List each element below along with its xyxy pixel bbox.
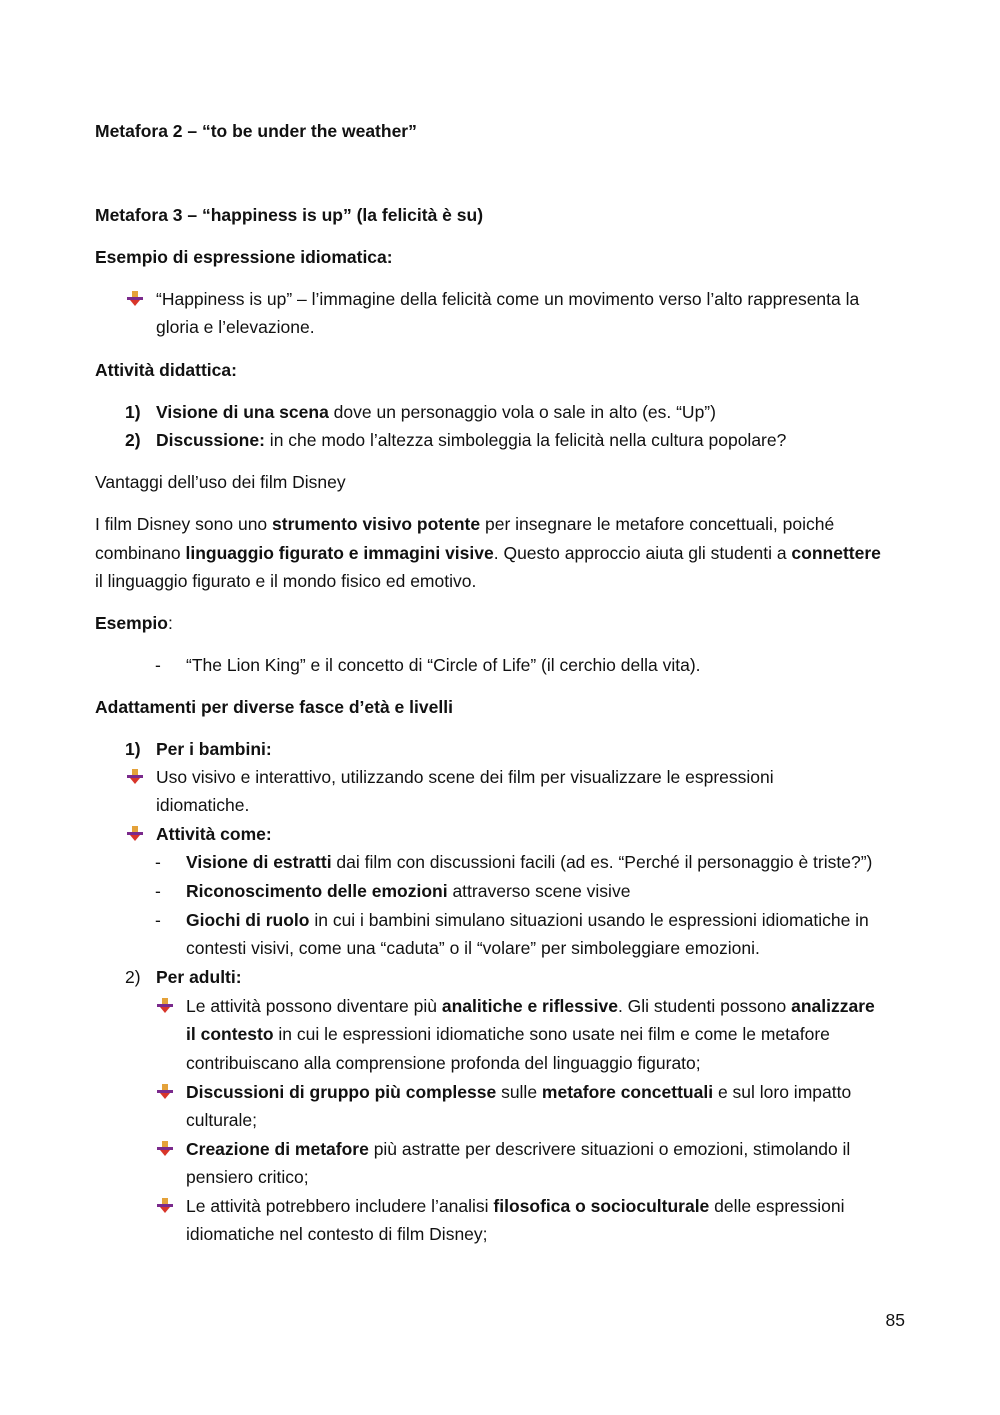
esempio-colon: : — [167, 613, 173, 633]
attivita-1-number: 1) — [125, 402, 141, 422]
p2-text-a: combinano — [95, 543, 186, 563]
lion-king-dash: - — [155, 655, 161, 675]
happiness-bullet-line-2: gloria e l’elevazione. — [156, 317, 315, 337]
dash-2: - — [155, 881, 161, 901]
a1-l2-bold: il contesto — [186, 1024, 274, 1044]
adulti-heading: Per adulti: — [156, 967, 242, 987]
uso-visivo-line-2: idiomatiche. — [156, 795, 250, 815]
metafora-2-heading: Metafora 2 – “to be under the weather” — [95, 121, 417, 141]
happiness-bullet-line-1: “Happiness is up” – l’immagine della felicità come un movimento verso l’alto rappresenta la — [156, 289, 860, 309]
attivita-1-text — [156, 398, 716, 426]
a4-text-a: Le attività potrebbero includere l’analisi — [186, 1196, 494, 1216]
d2-bold: Riconoscimento delle emozioni — [186, 881, 448, 901]
d1-bold: Visione di estratti — [186, 852, 332, 872]
a4-text-c: delle espressioni — [709, 1196, 845, 1216]
arrow-down-bullet-icon — [157, 998, 173, 1014]
adulti-item-3-line-1 — [186, 1135, 850, 1163]
paragraph-line-1 — [95, 510, 834, 538]
page-number: 85 — [885, 1310, 905, 1330]
adulti-number: 2) — [125, 967, 141, 987]
vantaggi-heading: Vantaggi dell’uso dei film Disney — [95, 472, 346, 492]
paragraph-line-3: il linguaggio figurato e il mondo fisico ed emotivo. — [95, 571, 477, 591]
a1-text-c: . Gli studenti possono — [617, 996, 792, 1016]
esempio-label: Esempio — [95, 613, 168, 633]
bambini-heading: Per i bambini: — [156, 739, 272, 759]
attivita-heading: Attività didattica: — [95, 360, 237, 380]
attivita-2-rest: in che modo l’altezza simboleggia la felicità nella cultura popolare? — [264, 430, 787, 450]
d3-bold: Giochi di ruolo — [186, 910, 310, 930]
p2-text-c: . Questo approccio aiuta gli studenti a — [493, 543, 792, 563]
giochi-ruolo-line-2: contesti visivi, come una “caduta” o il “volare” per simboleggiare emozioni. — [186, 938, 760, 958]
a3-bold: Creazione di metafore — [186, 1139, 369, 1159]
arrow-down-bullet-icon — [127, 769, 143, 785]
d2-rest: attraverso scene visive — [447, 881, 631, 901]
bambini-number: 1) — [125, 739, 141, 759]
adulti-item-1-line-3: contribuiscano alla comprensione profonda del linguaggio figurato; — [186, 1053, 701, 1073]
d1-rest: dai film con discussioni facili (ad es. “Perché il personaggio è triste?”) — [331, 852, 873, 872]
attivita-2-text — [156, 426, 786, 454]
uso-visivo-line-1: Uso visivo e interattivo, utilizzando scene dei film per visualizzare le espressioni — [156, 767, 774, 787]
p2-bold-b: linguaggio figurato e immagini visive — [185, 543, 494, 563]
adulti-item-1-line-1 — [186, 992, 875, 1020]
lion-king-text: “The Lion King” e il concetto di “Circle of Life” (il cerchio della vita). — [186, 655, 701, 675]
dash-1: - — [155, 852, 161, 872]
a2-mid: sulle — [496, 1082, 542, 1102]
visione-estratti-item — [186, 848, 872, 876]
a1-text-a: Le attività possono diventare più — [186, 996, 442, 1016]
esempio-heading — [95, 609, 173, 637]
attivita-1-rest: dove un personaggio vola o sale in alto (es. “Up”) — [328, 402, 716, 422]
dash-3: - — [155, 910, 161, 930]
attivita-2-bold: Discussione: — [156, 430, 265, 450]
adulti-item-4-line-1 — [186, 1192, 845, 1220]
arrow-down-bullet-icon — [127, 291, 143, 307]
p1-bold: strumento visivo potente — [272, 514, 481, 534]
a1-l2-rest: in cui le espressioni idiomatiche sono usate nei film e come le metafore — [273, 1024, 830, 1044]
arrow-down-bullet-icon — [127, 826, 143, 842]
riconoscimento-item — [186, 877, 630, 905]
a1-bold-b: analitiche e riflessive — [441, 996, 618, 1016]
a3-rest: più astratte per descrivere situazioni o emozioni, stimolando il — [368, 1139, 851, 1159]
attivita-1-bold: Visione di una scena — [156, 402, 329, 422]
adulti-item-2-line-2: culturale; — [186, 1110, 258, 1130]
paragraph-line-2 — [95, 539, 881, 567]
arrow-down-bullet-icon — [157, 1141, 173, 1157]
adulti-item-2-line-1 — [186, 1078, 851, 1106]
p1-text-c: per insegnare le metafore concettuali, poiché — [480, 514, 835, 534]
a2-bold-1: Discussioni di gruppo più complesse — [186, 1082, 497, 1102]
attivita-2-number: 2) — [125, 430, 141, 450]
adulti-item-3-line-2: pensiero critico; — [186, 1167, 309, 1187]
a1-bold-d: analizzare — [791, 996, 875, 1016]
adulti-item-4-line-2: idiomatiche nel contesto di film Disney; — [186, 1224, 488, 1244]
a2-rest: e sul loro impatto — [713, 1082, 852, 1102]
a4-bold: filosofica o socioculturale — [493, 1196, 710, 1216]
adulti-item-1-line-2 — [186, 1020, 830, 1048]
arrow-down-bullet-icon — [157, 1198, 173, 1214]
a2-bold-2: metafore concettuali — [541, 1082, 714, 1102]
adattamenti-heading: Adattamenti per diverse fasce d’età e livelli — [95, 697, 453, 717]
attivita-come-heading: Attività come: — [156, 824, 272, 844]
giochi-ruolo-item — [186, 906, 869, 934]
metafora-3-heading: Metafora 3 – “happiness is up” (la felicità è su) — [95, 205, 484, 225]
p2-bold-d: connettere — [791, 543, 881, 563]
d3-rest: in cui i bambini simulano situazioni usando le espressioni idiomatiche in — [309, 910, 869, 930]
esempio-idiom-heading: Esempio di espressione idiomatica: — [95, 247, 393, 267]
document-page — [95, 0, 905, 1415]
arrow-down-bullet-icon — [157, 1084, 173, 1100]
p1-text-a: I film Disney sono uno — [95, 514, 273, 534]
